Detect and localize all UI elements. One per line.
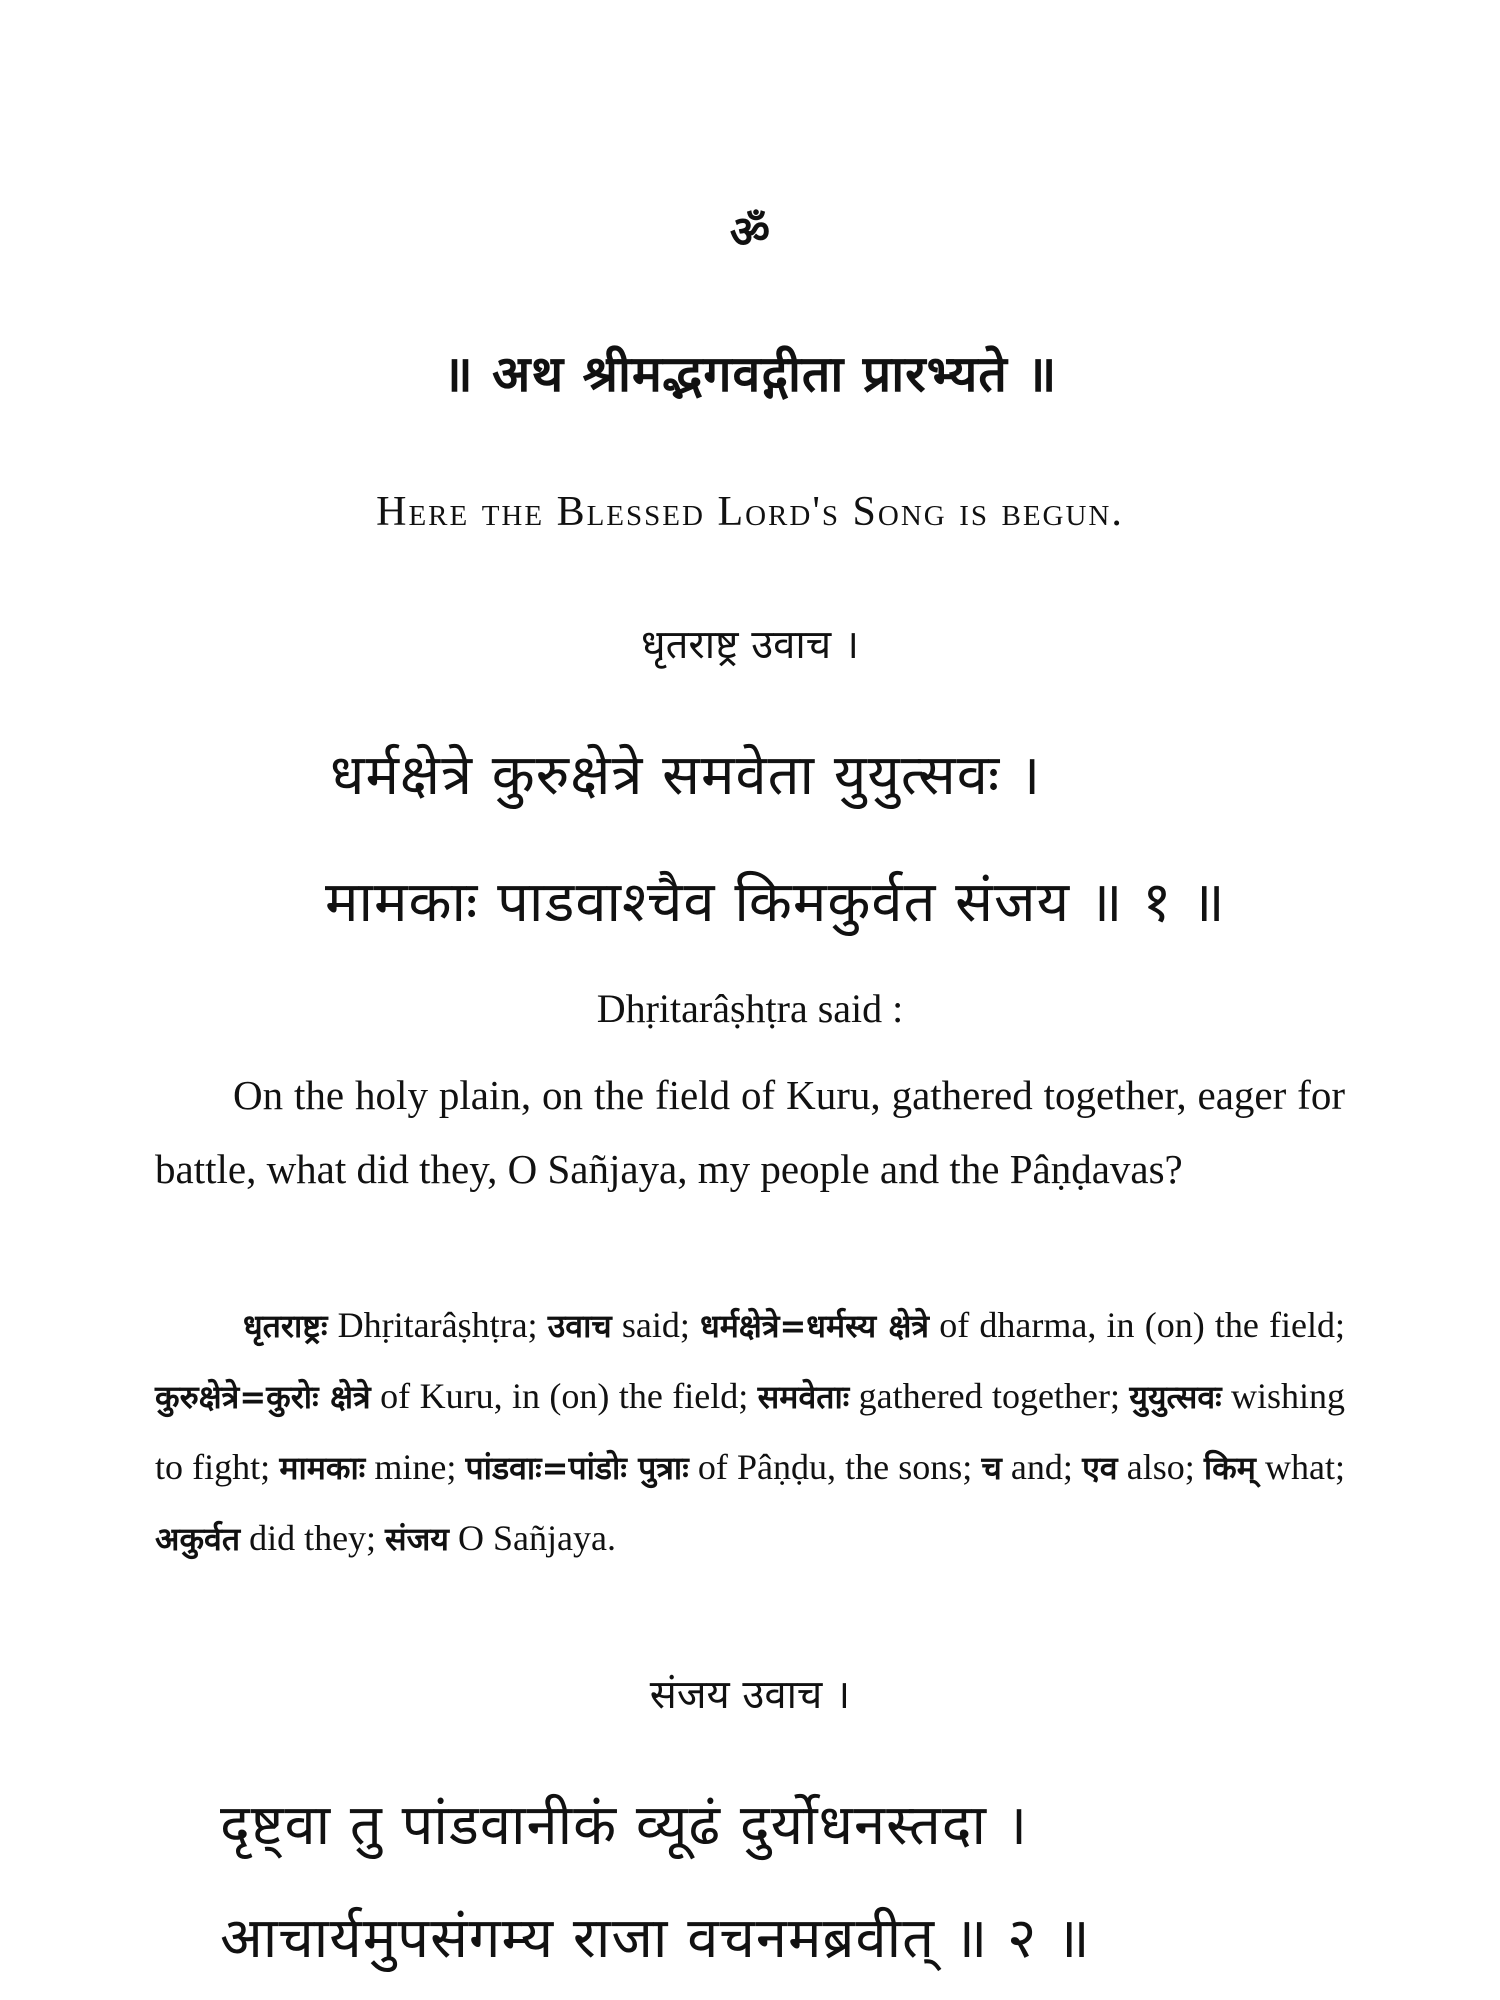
speaker-english-1: Dhṛitarâṣhṭra said :: [596, 986, 904, 1031]
gloss-meaning: gathered together;: [858, 1376, 1120, 1416]
gloss-term: युयुत्सवः: [1129, 1378, 1222, 1416]
om-symbol: ॐ: [729, 207, 771, 258]
verse-1-translation: On the holy plain, on the field of Kuru, gathered together, eager for battle, what did they, O Sañjaya, my people and the Pâṇḍavas?: [155, 1072, 1345, 1192]
gloss-term: किम्: [1203, 1449, 1256, 1487]
gloss-meaning: wishing to fight;: [155, 1376, 1346, 1487]
gloss-term: च: [981, 1449, 1002, 1487]
gloss-meaning: and;: [1010, 1447, 1073, 1487]
speaker-sanskrit-1: धृतराष्ट्र उवाच ।: [641, 622, 859, 668]
verse-2-line-2: आचार्यमुपसंगम्य राजा वचनमब्रवीत् ॥ २ ॥: [220, 1906, 1091, 1971]
gloss-term: धर्मक्षेत्रे=धर्मस्य क्षेत्रे: [700, 1307, 930, 1345]
gloss-term: समवेताः: [757, 1378, 850, 1416]
gloss-term: अकुर्वत: [155, 1520, 241, 1558]
gloss-meaning: did they;: [249, 1518, 377, 1558]
word-gloss: [155, 1290, 1345, 1574]
gloss-meaning: of Kuru, in (on) the field;: [380, 1376, 749, 1416]
page-title-sanskrit: ॥ अथ श्रीमद्भगवद्गीता प्रारभ्यते ॥: [442, 345, 1058, 403]
gloss-meaning: mine;: [374, 1447, 457, 1487]
verse-1-line-1: धर्मक्षेत्रे कुरुक्षेत्रे समवेता युयुत्सवः ।: [330, 743, 1042, 808]
gloss-term: पांडवाः=पांडोः पुत्राः: [465, 1449, 689, 1487]
gloss-meaning: of dharma, in (on) the field;: [939, 1305, 1346, 1345]
gloss-term: मामकाः: [279, 1449, 366, 1487]
gloss-meaning: also;: [1126, 1447, 1195, 1487]
gloss-term: संजय: [385, 1520, 449, 1558]
gloss-meaning: said;: [621, 1305, 690, 1345]
page-subtitle: Here the Blessed Lord's Song is begun.: [376, 489, 1124, 535]
gloss-meaning: O Sañjaya.: [457, 1518, 616, 1558]
speaker-sanskrit-2: संजय उवाच ।: [649, 1672, 851, 1718]
gloss-term: उवाच: [547, 1307, 612, 1345]
verse-1-line-2: मामकाः पाडवाश्चैव किमकुर्वत संजय ॥ १ ॥: [325, 870, 1226, 935]
gloss-meaning: Dhṛitarâṣhṭra;: [337, 1305, 538, 1345]
gloss-meaning: what;: [1265, 1447, 1346, 1487]
gloss-meaning: of Pâṇḍu, the sons;: [697, 1447, 973, 1487]
gloss-term: कुरुक्षेत्रे=कुरोः क्षेत्रे: [155, 1378, 371, 1416]
gloss-term: धृतराष्ट्रः: [243, 1307, 328, 1345]
gloss-term: एव: [1082, 1449, 1118, 1487]
verse-2-line-1: दृष्ट्वा तु पांडवानीकं व्यूढं दुर्योधनस्तदा ।: [220, 1793, 1029, 1858]
